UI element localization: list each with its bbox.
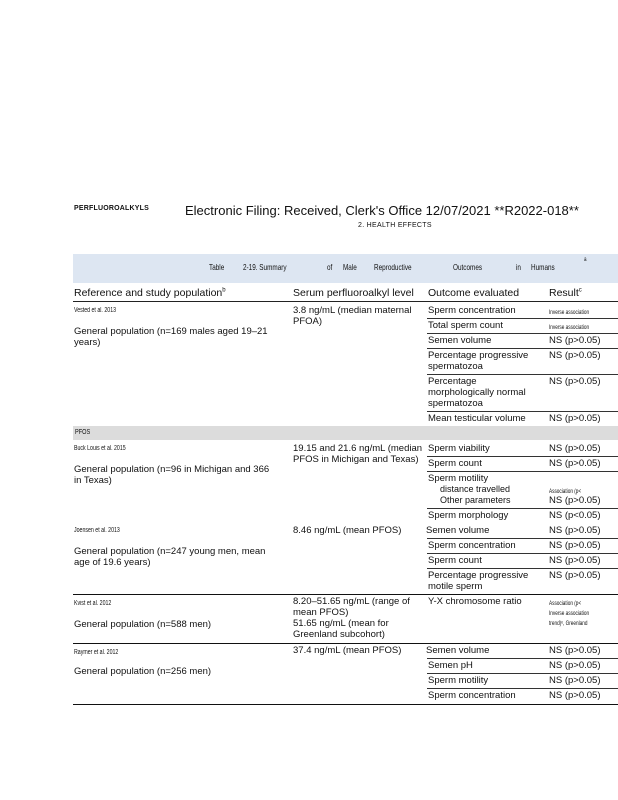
header-result: Result$^c$ — [549, 287, 582, 299]
result-cell: Inverse association — [549, 324, 590, 331]
outcome-cell: Sperm motility — [428, 473, 489, 484]
serum-level-subcohort: 51.65 ng/mL (mean for Greenland subcohort) — [293, 618, 389, 640]
serum-level: 3.8 ng/mL (median maternal PFOA) — [293, 305, 412, 327]
result-cell: NS (p>0.05) — [549, 690, 601, 701]
summary-table — [73, 254, 618, 701]
caption-word: Male — [343, 262, 357, 272]
study-population: General population (n=256 men) — [74, 666, 212, 677]
outcome-cell: Sperm count — [428, 458, 482, 469]
outcome-cell: Sperm viability — [428, 443, 490, 454]
outcome-cell: Sperm concentration — [428, 305, 516, 316]
result-cell: NS (p>0.05) — [549, 495, 601, 506]
outcome-cell: Total sperm count — [428, 320, 503, 331]
result-cell: NS (p>0.05) — [549, 458, 601, 469]
result-cell: Inverse association — [549, 309, 590, 316]
caption-word: of — [327, 262, 333, 272]
running-head: PERFLUOROALKYLS — [74, 205, 149, 212]
result-cell: trend)ᵉ, Greenland — [549, 620, 588, 627]
outcome-cell: Semen volume — [426, 525, 490, 536]
filing-stamp: Electronic Filing: Received, Clerk's Office 12/07/2021 **R2022-018** — [185, 203, 579, 218]
outcome-cell: Mean testicular volume — [428, 413, 526, 424]
table-caption — [73, 254, 618, 283]
section-band-pfos: PFOS — [73, 426, 618, 440]
caption-word: 2-19. Summary — [243, 262, 287, 272]
caption-word: Outcomes — [453, 262, 483, 272]
study-population: General population (n=169 males aged 19–21 years) — [74, 326, 268, 348]
study-population: General population (n=96 in Michigan and 366 in Texas) — [74, 464, 270, 486]
outcome-cell: Sperm concentration — [428, 690, 516, 701]
study-population: General population (n=247 young men, mean age of 19.6 years) — [74, 546, 266, 568]
result-cell: NS (p>0.05) — [549, 413, 601, 424]
outcome-cell: Semen volume — [428, 335, 492, 346]
result-cell: Association (p< — [549, 600, 582, 607]
outcome-cell: Sperm morphology — [428, 510, 509, 521]
reference-citation: Joensen et al. 2013 — [74, 527, 120, 534]
serum-level: 8.46 ng/mL (mean PFOS) — [293, 525, 402, 536]
outcome-cell: Sperm motility — [428, 675, 489, 686]
result-cell: NS (p>0.05) — [549, 675, 601, 686]
section-head: 2. HEALTH EFFECTS — [358, 222, 432, 229]
header-reference: Reference and study population$^b$ — [74, 287, 226, 299]
outcome-cell: Sperm count — [428, 555, 482, 566]
reference-citation: Raymer et al. 2012 — [74, 649, 119, 656]
reference-citation: Kvist et al. 2012 — [74, 600, 112, 607]
caption-word: Table — [209, 262, 225, 272]
result-cell: NS (p>0.05) — [549, 350, 601, 361]
outcome-subcell: Other parameters — [440, 495, 511, 505]
result-cell: NS (p>0.05) — [549, 335, 601, 346]
result-cell: Association (p< — [549, 488, 582, 495]
header-serum: Serum perfluoroalkyl level — [293, 287, 414, 299]
serum-level: 19.15 and 21.6 ng/mL (median PFOS in Michigan and Texas) — [293, 443, 423, 465]
serum-level: 37.4 ng/mL (mean PFOS) — [293, 645, 402, 656]
caption-footnote: a — [584, 257, 587, 263]
outcome-cell: Semen pH — [428, 660, 473, 671]
result-cell: NS (p>0.05) — [549, 555, 601, 566]
header-outcome: Outcome evaluated — [428, 287, 520, 299]
result-cell: NS (p>0.05) — [549, 376, 601, 387]
result-cell: NS (p>0.05) — [549, 645, 601, 656]
reference-citation: Vested et al. 2013 — [74, 307, 117, 314]
serum-level: 8.20–51.65 ng/mL (range of mean PFOS) — [293, 596, 410, 618]
outcome-cell: Sperm concentration — [428, 540, 516, 551]
result-cell: NS (p>0.05) — [549, 443, 601, 454]
caption-word: Humans — [531, 262, 555, 272]
reference-citation: Buck Louis et al. 2015 — [74, 445, 126, 452]
outcome-subcell: distance travelled — [440, 484, 511, 494]
outcome-cell: Percentage morphologically normal spermatozoa — [428, 376, 526, 409]
outcome-cell: Percentage progressive spermatozoa — [428, 350, 529, 372]
outcome-cell: Y-X chromosome ratio — [428, 596, 522, 607]
result-cell: NS (p>0.05) — [549, 525, 601, 536]
result-cell: NS (p>0.05) — [549, 660, 601, 671]
result-cell: NS (p>0.05) — [549, 570, 601, 581]
result-cell: Inverse association — [549, 610, 590, 617]
table-header-row — [73, 285, 618, 302]
caption-word: Reproductive — [374, 262, 412, 272]
outcome-cell: Percentage progressive motile sperm — [428, 570, 529, 592]
study-population: General population (n=588 men) — [74, 619, 212, 630]
caption-word: in — [516, 262, 521, 272]
result-cell: NS (p<0.05) — [549, 510, 601, 521]
result-cell: NS (p>0.05) — [549, 540, 601, 551]
outcome-cell: Semen volume — [426, 645, 490, 656]
